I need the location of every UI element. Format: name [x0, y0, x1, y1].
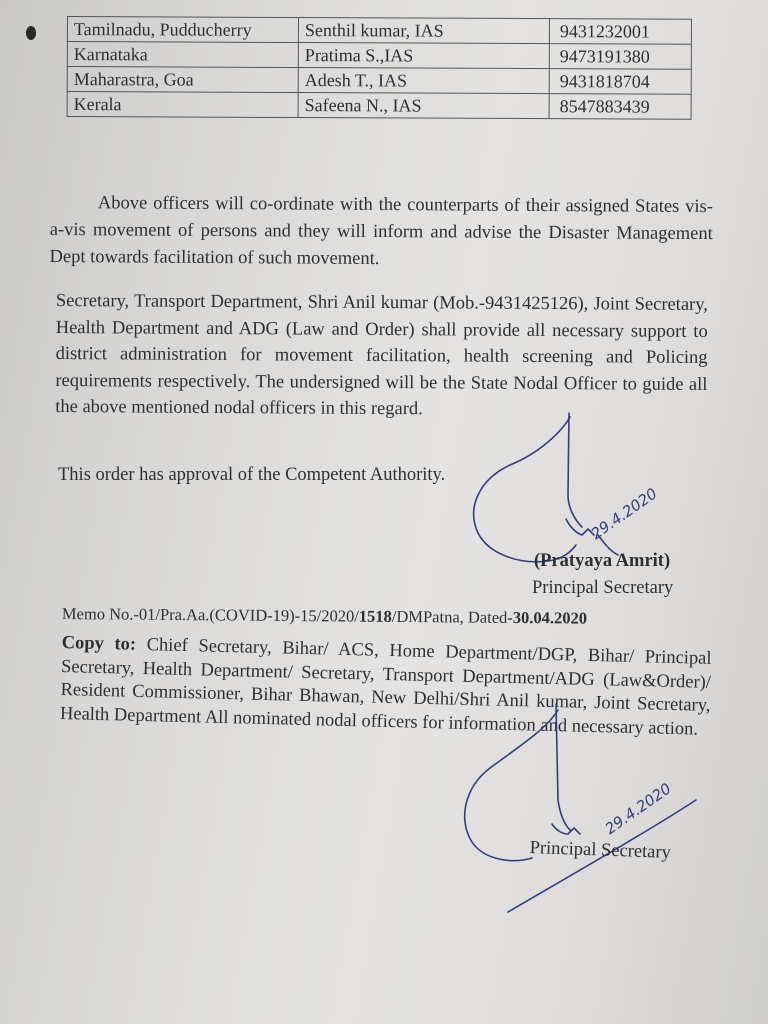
signatory-title: Principal Secretary	[532, 578, 674, 598]
coordination-paragraph: Above officers will co-ordinate with the counterparts of their assigned States vis-a-vis movement of persons and they will inform and advise the Disaster Management Dept towards facilitation of such movement.	[49, 193, 713, 270]
officer-cell: Pratima S.,IAS	[298, 43, 549, 69]
table-row	[67, 17, 691, 45]
officer-cell: Adesh T., IAS	[298, 68, 549, 94]
officer-cell: Safeena N., IAS	[298, 93, 549, 119]
mobile-cell: 9431818704	[549, 69, 691, 95]
punch-hole	[26, 26, 36, 40]
mobile-cell: 9431232001	[549, 19, 691, 45]
state-cell: Kerala	[67, 92, 298, 118]
copy-to-text: Chief Secretary, Bihar/ ACS, Home Department/DGP, Bihar/ Principal Secretary, Health Department/ Secretary, Transport Department/ADG (Law&Order)/ Resident Commissioner, Bihar Bhawan, New Delhi/Shri Anil kumar, Joint Secretary, Health Department All nominated nodal officers for information and necessary action.	[59, 635, 712, 740]
memo-number: 1518	[358, 606, 392, 626]
memo-middle: /DMPatna, Dated-	[391, 606, 513, 627]
signatory-name: (Pratyaya Amrit)	[534, 551, 671, 571]
state-cell: Karnataka	[67, 42, 298, 68]
signature-1-date: 29.4.2020	[587, 484, 661, 543]
state-cell: Maharastra, Goa	[67, 67, 298, 93]
memo-date: 30.04.2020	[512, 607, 588, 628]
mobile-cell: 8547883439	[549, 94, 691, 120]
table-row	[67, 67, 691, 95]
second-signatory-title: Principal Secretary	[529, 838, 672, 863]
support-paragraph: Secretary, Transport Department, Shri Anil kumar (Mob.-9431425126), Joint Secretary, Health Department and ADG (Law and Order) shall provide all necessary support to district administration for movement facilitation, health screening and Policing requirements respectively. The undersigned will be the State Nodal Officer to guide all the above mentioned nodal officers in this regard.	[55, 290, 708, 420]
officer-cell: Senthil kumar, IAS	[298, 18, 549, 44]
memo-line	[62, 604, 587, 629]
signature-1-icon	[470, 395, 700, 575]
memo-prefix: Memo No.-01/Pra.Aa.(COVID-19)-15/2020/	[61, 604, 359, 626]
table-row	[67, 92, 691, 120]
table-row	[67, 42, 691, 70]
signature-2-date: 29.4.2020	[601, 779, 675, 838]
signature-2-icon	[460, 690, 720, 920]
state-cell: Tamilnadu, Pudducherry	[67, 17, 298, 43]
officers-table	[67, 16, 692, 120]
approval-paragraph: This order has approval of the Competent Authority.	[58, 465, 446, 485]
mobile-cell: 9473191380	[549, 44, 691, 70]
copy-to-label: Copy to:	[61, 632, 137, 655]
